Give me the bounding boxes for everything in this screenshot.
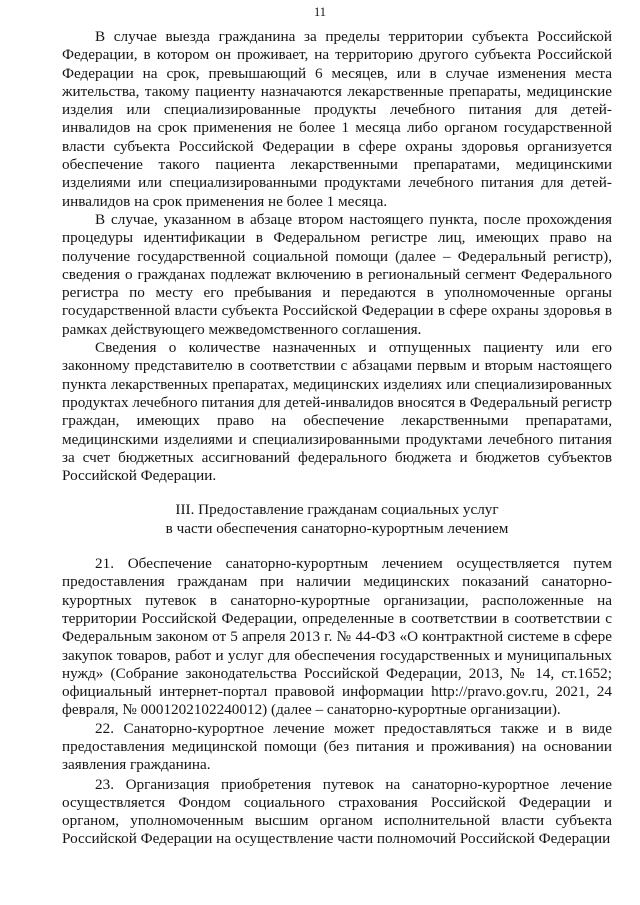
paragraph-item-23: 23. Организация приобретения путевок на санаторно-курортное лечение осуществляется Фондом социального страхования Российской Федерации и органом, уполномоченным высшим органом исполнительной власти субъекта Российской Федерации на осуществление части полномочий Российской Федерации — [62, 775, 612, 848]
document-body — [62, 28, 612, 849]
page-number: 11 — [313, 5, 327, 19]
paragraph-identification-procedure: В случае, указанном в абзаце втором настоящего пункта, после прохождения процедуры идентификации в Федеральном регистре лиц, имеющих право на получение государственной социальной помощи (далее – Федеральный регистр), сведения о гражданах подлежат включению в региональный сегмент Федерального регистра по месту его пребывания и передаются в уполномоченные органы государственной власти субъекта Российской Федерации в сфере охраны здоровья в рамках действующего межведомственного соглашения. — [62, 210, 612, 338]
paragraph-item-21: 21. Обеспечение санаторно-курортным лечением осуществляется путем предоставления гражданам при наличии медицинских показаний санаторно-курортных путевок в санаторно-курортные организации, расположенные на территории Российской Федерации, определенные в соответствии в соответствии с Федеральным законом от 5 апреля 2013 г. № 44-ФЗ «О контрактной системе в сфере закупок товаров, работ и услуг для обеспечения государственных и муниципальных нужд» (Собрание законодательства Российской Федерации, 2013, № 14, ст.1652; официальный интернет-портал правовой информации http://pravo.gov.ru, 2021, 24 февраля, № 0001202102240012) (далее – санаторно-курортные организации). — [62, 555, 612, 719]
paragraph-departure-case: В случае выезда гражданина за пределы территории субъекта Российской Федерации, в котором он проживает, на территорию другого субъекта Российской Федерации на срок, превышающий 6 месяцев, или в случае изменения места жительства, такому пациенту назначаются лекарственные препараты, медицинские изделия или специализированные продукты лечебного питания для детей-инвалидов на срок применения не более 1 месяца либо органом государственной власти субъекта Российской Федерации в сфере охраны здоровья организуется обеспечение такого пациента лекарственными препаратами, медицинскими изделиями или специализированными продуктами лечебного питания для детей-инвалидов на срок применения не более 1 месяца. — [62, 28, 612, 210]
paragraph-register-information: Сведения о количестве назначенных и отпущенных пациенту или его законному представителю в соответствии с абзацами первым и вторым настоящего пункта лекарственных препаратах, медицинских изделиях или специализированных продуктах лечебного питания для детей-инвалидов вносятся в Федеральный регистр граждан, имеющих право на обеспечение лекарственными препаратами, медицинскими изделиями и специализированными продуктами лечебного питания за счет бюджетных ассигнований федерального бюджета и бюджетов субъектов Российской Федерации. — [62, 339, 612, 485]
section-heading-line-2: в части обеспечения санаторно-курортным лечением — [165, 519, 509, 537]
section-heading-line-1: III. Предоставление гражданам социальных услуг — [175, 501, 499, 519]
paragraph-item-22: 22. Санаторно-курортное лечение может предоставляться также и в виде предоставления медицинской помощи (без питания и проживания) на основании заявления гражданина. — [62, 719, 612, 774]
section-heading — [62, 501, 612, 538]
